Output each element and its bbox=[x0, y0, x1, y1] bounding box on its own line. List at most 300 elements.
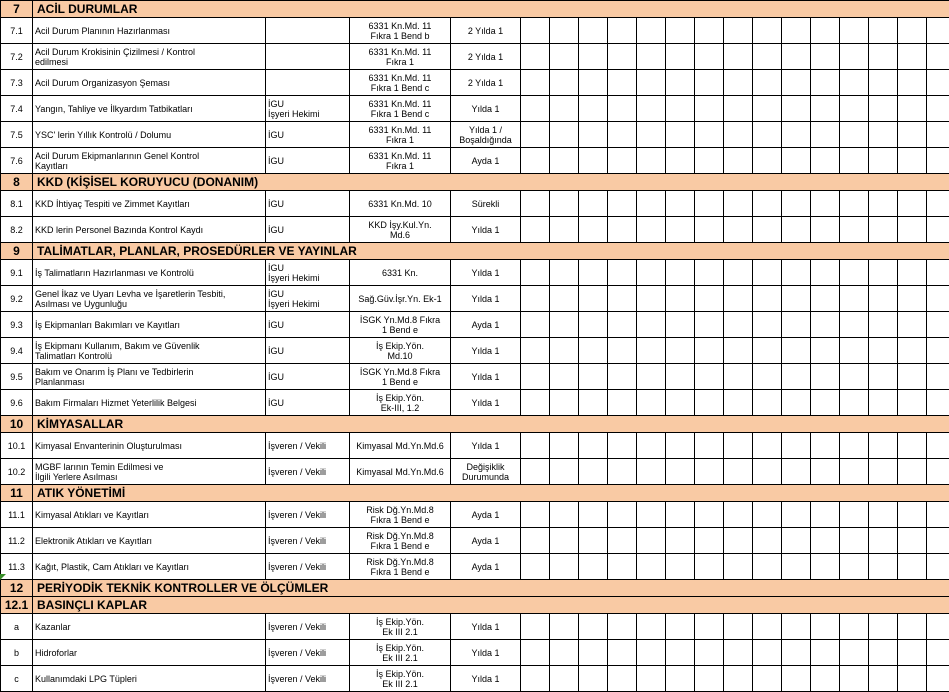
schedule-cell[interactable] bbox=[666, 70, 695, 96]
item-description[interactable]: Kullanımdaki LPG Tüpleri bbox=[33, 666, 266, 692]
schedule-cell[interactable] bbox=[695, 217, 724, 243]
schedule-cell[interactable] bbox=[898, 148, 927, 174]
schedule-cell[interactable] bbox=[579, 44, 608, 70]
schedule-cell[interactable] bbox=[666, 191, 695, 217]
schedule-cell[interactable] bbox=[521, 433, 550, 459]
section-number[interactable]: 11 bbox=[1, 485, 33, 502]
section-title[interactable]: BASINÇLI KAPLAR bbox=[33, 597, 949, 614]
schedule-cell[interactable] bbox=[666, 364, 695, 390]
schedule-cell[interactable] bbox=[608, 614, 637, 640]
schedule-cell[interactable] bbox=[927, 390, 949, 416]
item-legal-reference[interactable]: 6331 Kn.Md. 11 Fıkra 1 bbox=[350, 148, 451, 174]
schedule-cell[interactable] bbox=[579, 148, 608, 174]
item-description[interactable]: Yangın, Tahliye ve İlkyardım Tatbikatları bbox=[33, 96, 266, 122]
schedule-cell[interactable] bbox=[840, 260, 869, 286]
section-number[interactable]: 12 bbox=[1, 580, 33, 597]
schedule-cell[interactable] bbox=[550, 260, 579, 286]
schedule-cell[interactable] bbox=[869, 390, 898, 416]
schedule-cell[interactable] bbox=[637, 148, 666, 174]
schedule-cell[interactable] bbox=[550, 70, 579, 96]
schedule-cell[interactable] bbox=[521, 390, 550, 416]
schedule-cell[interactable] bbox=[637, 502, 666, 528]
schedule-cell[interactable] bbox=[608, 364, 637, 390]
schedule-cell[interactable] bbox=[695, 528, 724, 554]
schedule-cell[interactable] bbox=[724, 96, 753, 122]
item-description[interactable]: Genel İkaz ve Uyarı Levha ve İşaretlerin Tesbiti, Asılması ve Uygunluğu bbox=[33, 286, 266, 312]
schedule-cell[interactable] bbox=[753, 122, 782, 148]
item-legal-reference[interactable]: Kimyasal Md.Yn.Md.6 bbox=[350, 433, 451, 459]
schedule-cell[interactable] bbox=[724, 390, 753, 416]
schedule-cell[interactable] bbox=[753, 528, 782, 554]
item-description[interactable]: Kimyasal Atıkları ve Kayıtları bbox=[33, 502, 266, 528]
schedule-cell[interactable] bbox=[898, 286, 927, 312]
schedule-cell[interactable] bbox=[550, 640, 579, 666]
schedule-cell[interactable] bbox=[840, 364, 869, 390]
item-responsible[interactable] bbox=[266, 70, 350, 96]
schedule-cell[interactable] bbox=[579, 312, 608, 338]
schedule-cell[interactable] bbox=[927, 286, 949, 312]
schedule-cell[interactable] bbox=[666, 148, 695, 174]
schedule-cell[interactable] bbox=[898, 459, 927, 485]
item-number[interactable]: 11.3 bbox=[1, 554, 33, 580]
item-number[interactable]: 11.1 bbox=[1, 502, 33, 528]
schedule-cell[interactable] bbox=[869, 312, 898, 338]
schedule-cell[interactable] bbox=[637, 459, 666, 485]
schedule-cell[interactable] bbox=[753, 18, 782, 44]
schedule-cell[interactable] bbox=[927, 338, 949, 364]
schedule-cell[interactable] bbox=[869, 459, 898, 485]
schedule-cell[interactable] bbox=[840, 122, 869, 148]
item-description[interactable]: İş Ekipmanları Bakımları ve Kayıtları bbox=[33, 312, 266, 338]
schedule-cell[interactable] bbox=[840, 502, 869, 528]
schedule-cell[interactable] bbox=[695, 459, 724, 485]
schedule-cell[interactable] bbox=[927, 640, 949, 666]
schedule-cell[interactable] bbox=[608, 44, 637, 70]
schedule-cell[interactable] bbox=[608, 286, 637, 312]
schedule-cell[interactable] bbox=[724, 122, 753, 148]
schedule-cell[interactable] bbox=[666, 286, 695, 312]
schedule-cell[interactable] bbox=[898, 312, 927, 338]
schedule-cell[interactable] bbox=[811, 44, 840, 70]
schedule-cell[interactable] bbox=[695, 338, 724, 364]
item-legal-reference[interactable]: 6331 Kn. bbox=[350, 260, 451, 286]
schedule-cell[interactable] bbox=[869, 18, 898, 44]
schedule-cell[interactable] bbox=[637, 191, 666, 217]
item-number[interactable]: 9.3 bbox=[1, 312, 33, 338]
schedule-cell[interactable] bbox=[521, 260, 550, 286]
section-title[interactable]: KKD (KİŞİSEL KORUYUCU (DONANIM) bbox=[33, 174, 949, 191]
schedule-cell[interactable] bbox=[869, 260, 898, 286]
schedule-cell[interactable] bbox=[753, 70, 782, 96]
schedule-cell[interactable] bbox=[695, 44, 724, 70]
item-responsible[interactable]: İşveren / Vekili bbox=[266, 502, 350, 528]
section-title[interactable]: ACİL DURUMLAR bbox=[33, 1, 949, 18]
schedule-cell[interactable] bbox=[608, 260, 637, 286]
item-number[interactable]: a bbox=[1, 614, 33, 640]
schedule-cell[interactable] bbox=[550, 217, 579, 243]
schedule-cell[interactable] bbox=[753, 338, 782, 364]
schedule-cell[interactable] bbox=[521, 459, 550, 485]
schedule-cell[interactable] bbox=[579, 191, 608, 217]
schedule-cell[interactable] bbox=[579, 364, 608, 390]
schedule-cell[interactable] bbox=[782, 614, 811, 640]
schedule-cell[interactable] bbox=[840, 640, 869, 666]
schedule-cell[interactable] bbox=[608, 96, 637, 122]
item-description[interactable]: İş Talimatların Hazırlanması ve Kontrolü bbox=[33, 260, 266, 286]
schedule-cell[interactable] bbox=[811, 260, 840, 286]
schedule-cell[interactable] bbox=[898, 338, 927, 364]
schedule-cell[interactable] bbox=[695, 191, 724, 217]
item-frequency[interactable]: Yılda 1 bbox=[451, 364, 521, 390]
schedule-cell[interactable] bbox=[666, 217, 695, 243]
schedule-cell[interactable] bbox=[840, 312, 869, 338]
schedule-cell[interactable] bbox=[579, 502, 608, 528]
item-frequency[interactable]: 2 Yılda 1 bbox=[451, 18, 521, 44]
schedule-cell[interactable] bbox=[753, 217, 782, 243]
schedule-cell[interactable] bbox=[637, 312, 666, 338]
schedule-cell[interactable] bbox=[637, 217, 666, 243]
schedule-cell[interactable] bbox=[724, 364, 753, 390]
schedule-cell[interactable] bbox=[927, 312, 949, 338]
item-frequency[interactable]: Yılda 1 bbox=[451, 614, 521, 640]
item-responsible[interactable]: İşveren / Vekili bbox=[266, 528, 350, 554]
schedule-cell[interactable] bbox=[521, 148, 550, 174]
schedule-cell[interactable] bbox=[840, 44, 869, 70]
schedule-cell[interactable] bbox=[753, 666, 782, 692]
schedule-cell[interactable] bbox=[637, 260, 666, 286]
item-legal-reference[interactable]: 6331 Kn.Md. 11 Fıkra 1 Bend c bbox=[350, 96, 451, 122]
schedule-cell[interactable] bbox=[898, 554, 927, 580]
schedule-cell[interactable] bbox=[927, 528, 949, 554]
schedule-cell[interactable] bbox=[898, 260, 927, 286]
item-description[interactable]: Acil Durum Planının Hazırlanması bbox=[33, 18, 266, 44]
item-number[interactable]: 7.1 bbox=[1, 18, 33, 44]
item-description[interactable]: KKD lerin Personel Bazında Kontrol Kaydı bbox=[33, 217, 266, 243]
item-number[interactable]: 7.2 bbox=[1, 44, 33, 70]
schedule-cell[interactable] bbox=[550, 554, 579, 580]
item-legal-reference[interactable]: İş Ekip.Yön. Ek III 2.1 bbox=[350, 614, 451, 640]
schedule-cell[interactable] bbox=[927, 217, 949, 243]
schedule-cell[interactable] bbox=[782, 70, 811, 96]
item-number[interactable]: 10.1 bbox=[1, 433, 33, 459]
schedule-cell[interactable] bbox=[724, 217, 753, 243]
schedule-cell[interactable] bbox=[753, 433, 782, 459]
schedule-cell[interactable] bbox=[724, 666, 753, 692]
schedule-cell[interactable] bbox=[550, 96, 579, 122]
schedule-cell[interactable] bbox=[840, 433, 869, 459]
schedule-cell[interactable] bbox=[724, 70, 753, 96]
schedule-cell[interactable] bbox=[927, 502, 949, 528]
schedule-cell[interactable] bbox=[782, 528, 811, 554]
item-responsible[interactable]: İşveren / Vekili bbox=[266, 666, 350, 692]
schedule-cell[interactable] bbox=[782, 390, 811, 416]
schedule-cell[interactable] bbox=[782, 640, 811, 666]
schedule-cell[interactable] bbox=[869, 338, 898, 364]
schedule-cell[interactable] bbox=[695, 148, 724, 174]
schedule-cell[interactable] bbox=[927, 148, 949, 174]
schedule-cell[interactable] bbox=[666, 312, 695, 338]
schedule-cell[interactable] bbox=[927, 122, 949, 148]
schedule-cell[interactable] bbox=[753, 390, 782, 416]
schedule-cell[interactable] bbox=[724, 640, 753, 666]
item-description[interactable]: İş Ekipmanı Kullanım, Bakım ve Güvenlik Talimatları Kontrolü bbox=[33, 338, 266, 364]
schedule-cell[interactable] bbox=[579, 666, 608, 692]
item-frequency[interactable]: Yılda 1 bbox=[451, 286, 521, 312]
schedule-cell[interactable] bbox=[869, 148, 898, 174]
schedule-cell[interactable] bbox=[695, 390, 724, 416]
item-legal-reference[interactable]: Kimyasal Md.Yn.Md.6 bbox=[350, 459, 451, 485]
item-frequency[interactable]: Sürekli bbox=[451, 191, 521, 217]
schedule-cell[interactable] bbox=[608, 122, 637, 148]
schedule-cell[interactable] bbox=[840, 390, 869, 416]
schedule-cell[interactable] bbox=[927, 666, 949, 692]
item-legal-reference[interactable]: İş Ekip.Yön. Ek-III, 1.2 bbox=[350, 390, 451, 416]
schedule-cell[interactable] bbox=[608, 18, 637, 44]
schedule-cell[interactable] bbox=[898, 502, 927, 528]
schedule-cell[interactable] bbox=[666, 502, 695, 528]
schedule-cell[interactable] bbox=[869, 528, 898, 554]
schedule-cell[interactable] bbox=[753, 554, 782, 580]
schedule-cell[interactable] bbox=[637, 44, 666, 70]
item-description[interactable]: Kazanlar bbox=[33, 614, 266, 640]
schedule-cell[interactable] bbox=[724, 528, 753, 554]
schedule-cell[interactable] bbox=[869, 554, 898, 580]
schedule-cell[interactable] bbox=[782, 217, 811, 243]
section-number[interactable]: 9 bbox=[1, 243, 33, 260]
item-number[interactable]: 9.6 bbox=[1, 390, 33, 416]
schedule-cell[interactable] bbox=[637, 96, 666, 122]
schedule-cell[interactable] bbox=[869, 286, 898, 312]
item-number[interactable]: 7.6 bbox=[1, 148, 33, 174]
schedule-cell[interactable] bbox=[840, 148, 869, 174]
schedule-cell[interactable] bbox=[521, 614, 550, 640]
schedule-cell[interactable] bbox=[724, 191, 753, 217]
schedule-cell[interactable] bbox=[782, 502, 811, 528]
item-frequency[interactable]: Ayda 1 bbox=[451, 148, 521, 174]
schedule-cell[interactable] bbox=[637, 18, 666, 44]
item-number[interactable]: 7.4 bbox=[1, 96, 33, 122]
schedule-cell[interactable] bbox=[521, 217, 550, 243]
item-frequency[interactable]: Yılda 1 bbox=[451, 390, 521, 416]
schedule-cell[interactable] bbox=[521, 70, 550, 96]
item-responsible[interactable]: İGU İşyeri Hekimi bbox=[266, 286, 350, 312]
schedule-cell[interactable] bbox=[724, 502, 753, 528]
schedule-cell[interactable] bbox=[811, 554, 840, 580]
section-title[interactable]: KİMYASALLAR bbox=[33, 416, 949, 433]
schedule-cell[interactable] bbox=[927, 44, 949, 70]
item-legal-reference[interactable]: 6331 Kn.Md. 11 Fıkra 1 bbox=[350, 122, 451, 148]
schedule-cell[interactable] bbox=[927, 614, 949, 640]
schedule-cell[interactable] bbox=[782, 191, 811, 217]
item-number[interactable]: 7.3 bbox=[1, 70, 33, 96]
schedule-cell[interactable] bbox=[521, 554, 550, 580]
schedule-cell[interactable] bbox=[666, 554, 695, 580]
item-number[interactable]: 9.5 bbox=[1, 364, 33, 390]
schedule-cell[interactable] bbox=[840, 614, 869, 640]
item-responsible[interactable]: İşveren / Vekili bbox=[266, 433, 350, 459]
schedule-cell[interactable] bbox=[637, 528, 666, 554]
schedule-cell[interactable] bbox=[579, 338, 608, 364]
schedule-cell[interactable] bbox=[782, 96, 811, 122]
item-legal-reference[interactable]: Sağ.Güv.İşr.Yn. Ek-1 bbox=[350, 286, 451, 312]
schedule-cell[interactable] bbox=[782, 44, 811, 70]
schedule-cell[interactable] bbox=[666, 640, 695, 666]
schedule-cell[interactable] bbox=[550, 191, 579, 217]
schedule-cell[interactable] bbox=[811, 528, 840, 554]
schedule-cell[interactable] bbox=[666, 260, 695, 286]
schedule-cell[interactable] bbox=[608, 191, 637, 217]
schedule-cell[interactable] bbox=[608, 390, 637, 416]
schedule-cell[interactable] bbox=[811, 96, 840, 122]
schedule-cell[interactable] bbox=[637, 338, 666, 364]
schedule-cell[interactable] bbox=[724, 433, 753, 459]
schedule-cell[interactable] bbox=[782, 338, 811, 364]
schedule-cell[interactable] bbox=[898, 191, 927, 217]
schedule-cell[interactable] bbox=[869, 217, 898, 243]
schedule-cell[interactable] bbox=[695, 364, 724, 390]
item-number[interactable]: 9.4 bbox=[1, 338, 33, 364]
item-description[interactable]: MGBF larının Temin Edilmesi ve İlgili Yerlere Asılması bbox=[33, 459, 266, 485]
schedule-cell[interactable] bbox=[811, 191, 840, 217]
schedule-cell[interactable] bbox=[521, 286, 550, 312]
schedule-cell[interactable] bbox=[637, 554, 666, 580]
item-number[interactable]: 10.2 bbox=[1, 459, 33, 485]
schedule-cell[interactable] bbox=[608, 528, 637, 554]
schedule-cell[interactable] bbox=[608, 217, 637, 243]
item-number[interactable]: 11.2 bbox=[1, 528, 33, 554]
item-legal-reference[interactable]: 6331 Kn.Md. 11 Fıkra 1 bbox=[350, 44, 451, 70]
item-responsible[interactable]: İGU bbox=[266, 338, 350, 364]
schedule-cell[interactable] bbox=[782, 433, 811, 459]
schedule-cell[interactable] bbox=[753, 614, 782, 640]
schedule-cell[interactable] bbox=[898, 217, 927, 243]
schedule-cell[interactable] bbox=[637, 122, 666, 148]
schedule-cell[interactable] bbox=[695, 312, 724, 338]
schedule-cell[interactable] bbox=[840, 666, 869, 692]
schedule-cell[interactable] bbox=[695, 122, 724, 148]
schedule-cell[interactable] bbox=[811, 338, 840, 364]
schedule-cell[interactable] bbox=[637, 390, 666, 416]
schedule-cell[interactable] bbox=[550, 528, 579, 554]
schedule-cell[interactable] bbox=[521, 44, 550, 70]
schedule-cell[interactable] bbox=[521, 502, 550, 528]
item-responsible[interactable]: İGU bbox=[266, 364, 350, 390]
schedule-cell[interactable] bbox=[695, 666, 724, 692]
schedule-cell[interactable] bbox=[695, 18, 724, 44]
item-responsible[interactable]: İGU bbox=[266, 191, 350, 217]
schedule-cell[interactable] bbox=[898, 364, 927, 390]
schedule-cell[interactable] bbox=[811, 122, 840, 148]
schedule-cell[interactable] bbox=[550, 122, 579, 148]
schedule-cell[interactable] bbox=[724, 614, 753, 640]
item-legal-reference[interactable]: Risk Dğ.Yn.Md.8 Fıkra 1 Bend e bbox=[350, 554, 451, 580]
schedule-cell[interactable] bbox=[579, 217, 608, 243]
schedule-cell[interactable] bbox=[521, 18, 550, 44]
schedule-cell[interactable] bbox=[608, 338, 637, 364]
schedule-cell[interactable] bbox=[521, 528, 550, 554]
schedule-cell[interactable] bbox=[608, 554, 637, 580]
schedule-cell[interactable] bbox=[550, 18, 579, 44]
schedule-cell[interactable] bbox=[521, 640, 550, 666]
item-legal-reference[interactable]: İş Ekip.Yön. Ek III 2.1 bbox=[350, 666, 451, 692]
schedule-cell[interactable] bbox=[608, 502, 637, 528]
schedule-cell[interactable] bbox=[579, 528, 608, 554]
schedule-cell[interactable] bbox=[521, 364, 550, 390]
schedule-cell[interactable] bbox=[782, 148, 811, 174]
schedule-cell[interactable] bbox=[898, 666, 927, 692]
item-description[interactable]: Acil Durum Krokisinin Çizilmesi / Kontrol edilmesi bbox=[33, 44, 266, 70]
schedule-cell[interactable] bbox=[724, 148, 753, 174]
schedule-cell[interactable] bbox=[927, 459, 949, 485]
schedule-cell[interactable] bbox=[898, 122, 927, 148]
schedule-cell[interactable] bbox=[695, 640, 724, 666]
item-frequency[interactable]: 2 Yılda 1 bbox=[451, 44, 521, 70]
schedule-cell[interactable] bbox=[550, 286, 579, 312]
schedule-cell[interactable] bbox=[840, 70, 869, 96]
schedule-cell[interactable] bbox=[811, 312, 840, 338]
schedule-cell[interactable] bbox=[869, 666, 898, 692]
schedule-cell[interactable] bbox=[666, 44, 695, 70]
schedule-cell[interactable] bbox=[782, 459, 811, 485]
schedule-cell[interactable] bbox=[637, 433, 666, 459]
item-responsible[interactable]: İGU bbox=[266, 122, 350, 148]
schedule-cell[interactable] bbox=[695, 260, 724, 286]
item-legal-reference[interactable]: İş Ekip.Yön. Md.10 bbox=[350, 338, 451, 364]
schedule-cell[interactable] bbox=[927, 554, 949, 580]
schedule-cell[interactable] bbox=[869, 502, 898, 528]
schedule-cell[interactable] bbox=[782, 122, 811, 148]
schedule-cell[interactable] bbox=[579, 260, 608, 286]
schedule-cell[interactable] bbox=[608, 640, 637, 666]
schedule-cell[interactable] bbox=[637, 70, 666, 96]
schedule-cell[interactable] bbox=[695, 554, 724, 580]
schedule-cell[interactable] bbox=[753, 286, 782, 312]
schedule-cell[interactable] bbox=[579, 433, 608, 459]
item-frequency[interactable]: Yılda 1 bbox=[451, 433, 521, 459]
schedule-cell[interactable] bbox=[782, 666, 811, 692]
schedule-cell[interactable] bbox=[782, 286, 811, 312]
schedule-cell[interactable] bbox=[666, 96, 695, 122]
item-legal-reference[interactable]: İSGK Yn.Md.8 Fıkra 1 Bend e bbox=[350, 312, 451, 338]
schedule-cell[interactable] bbox=[637, 614, 666, 640]
schedule-cell[interactable] bbox=[724, 18, 753, 44]
schedule-cell[interactable] bbox=[840, 96, 869, 122]
schedule-cell[interactable] bbox=[550, 338, 579, 364]
schedule-cell[interactable] bbox=[637, 286, 666, 312]
item-description[interactable]: Acil Durum Ekipmanlarının Genel Kontrol Kayıtları bbox=[33, 148, 266, 174]
schedule-cell[interactable] bbox=[579, 70, 608, 96]
schedule-cell[interactable] bbox=[782, 260, 811, 286]
schedule-cell[interactable] bbox=[753, 502, 782, 528]
schedule-cell[interactable] bbox=[927, 364, 949, 390]
schedule-cell[interactable] bbox=[927, 433, 949, 459]
schedule-cell[interactable] bbox=[550, 502, 579, 528]
schedule-cell[interactable] bbox=[579, 18, 608, 44]
schedule-cell[interactable] bbox=[666, 666, 695, 692]
item-description[interactable]: Hidroforlar bbox=[33, 640, 266, 666]
schedule-cell[interactable] bbox=[666, 614, 695, 640]
schedule-cell[interactable] bbox=[811, 459, 840, 485]
section-title[interactable]: ATIK YÖNETİMİ bbox=[33, 485, 949, 502]
schedule-cell[interactable] bbox=[724, 312, 753, 338]
schedule-cell[interactable] bbox=[811, 286, 840, 312]
item-frequency[interactable]: Yılda 1 bbox=[451, 666, 521, 692]
schedule-cell[interactable] bbox=[869, 122, 898, 148]
schedule-cell[interactable] bbox=[898, 96, 927, 122]
schedule-cell[interactable] bbox=[898, 44, 927, 70]
schedule-cell[interactable] bbox=[753, 459, 782, 485]
schedule-cell[interactable] bbox=[898, 70, 927, 96]
